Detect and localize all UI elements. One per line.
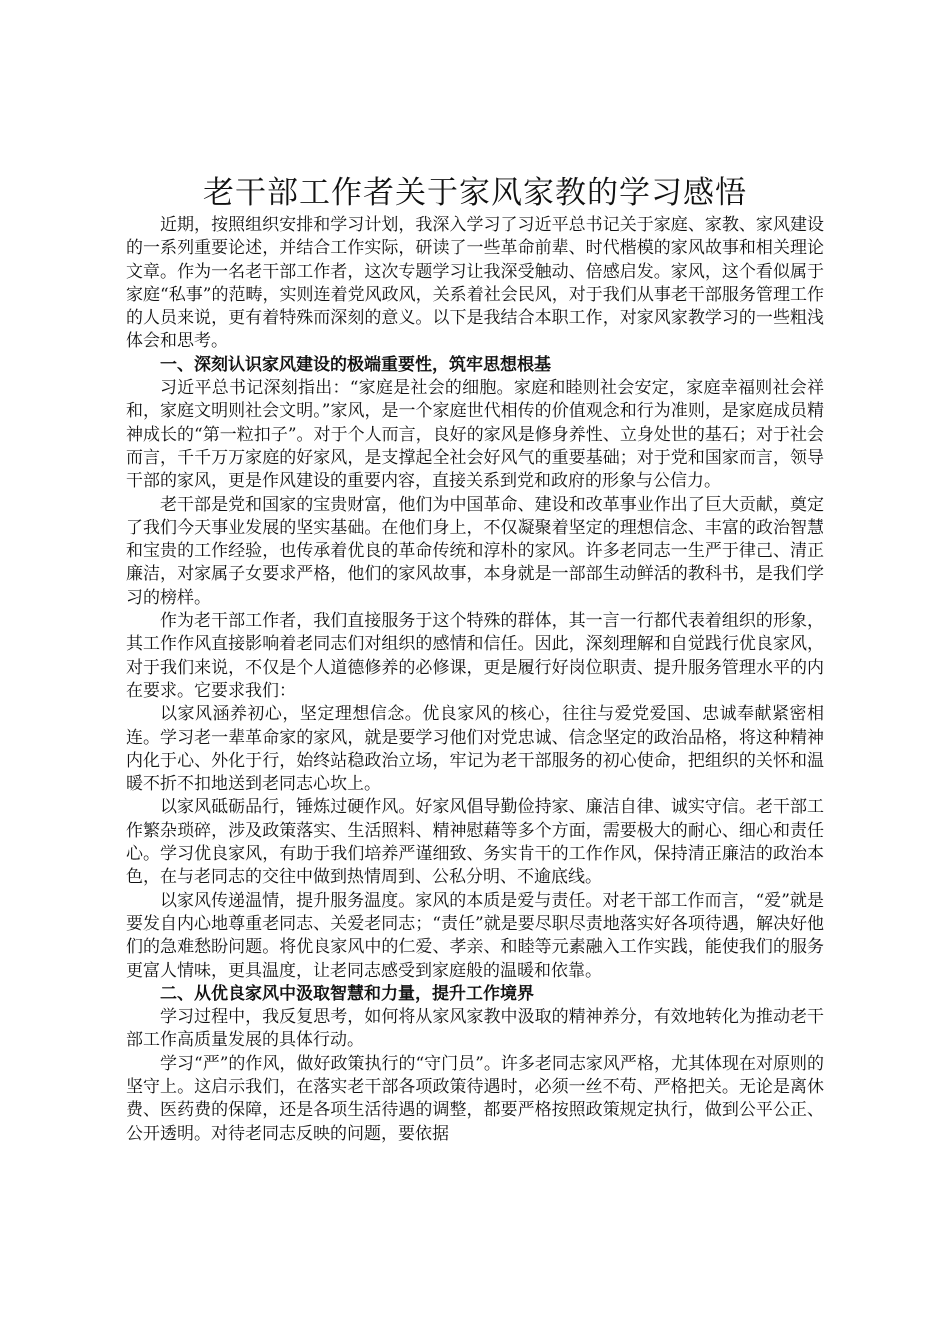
paragraph: 老干部是党和国家的宝贵财富，他们为中国革命、建设和改革事业作出了巨大贡献，奠定了我们今天事业发展的坚实基础。在他们身上，不仅凝聚着坚定的理想信念、丰富的政治智慧和宝贵的工作经验，也传承着优良的革命传统和淳朴的家风。许多老同志一生严于律己、清正廉洁，对家属子女要求严格，他们的家风故事，本身就是一部部生动鲜活的教科书，是我们学习的榜样。 xyxy=(126,494,824,608)
paragraph: 作为老干部工作者，我们直接服务于这个特殊的群体，其一言一行都代表着组织的形象，其工作作风直接影响着老同志们对组织的感情和信任。因此，深刻理解和自觉践行优良家风，对于我们来说，不仅是个人道德修养的必修课，更是履行好岗位职责、提升服务管理水平的内在要求。它要求我们： xyxy=(126,611,824,701)
paragraph: 学习过程中，我反复思考，如何将从家风家教中汲取的精神养分，有效地转化为推动老干部工作高质量发展的具体行动。 xyxy=(126,1007,824,1051)
section-heading-1: 一、深刻认识家风建设的极端重要性，筑牢思想根基 xyxy=(160,354,551,375)
paragraph: 学习“严”的作风，做好政策执行的“守门员”。许多老同志家风严格，尤其体现在对原则的坚守上。这启示我们，在落实老干部各项政策待遇时，必须一丝不苟、严格把关。无论是离休费、医药费的保障，还是各项生活待遇的调整，都要严格按照政策规定执行，做到公平公正、公开透明。对待老同志反映的问题，要依据 xyxy=(126,1053,824,1144)
section-heading-2: 二、从优良家风中汲取智慧和力量，提升工作境界 xyxy=(160,983,534,1004)
paragraph: 以家风传递温情，提升服务温度。家风的本质是爱与责任。对老干部工作而言，“爱”就是要发自内心地尊重老同志、关爱老同志；“责任”就是要尽职尽责地落实好各项待遇，解决好他们的急难愁盼问题。将优良家风中的仁爱、孝亲、和睦等元素融入工作实践，能使我们的服务更富人情味，更具温度，让老同志感受到家庭般的温暖和依靠。 xyxy=(126,890,824,981)
document-page xyxy=(126,172,824,1146)
paragraph: 以家风涵养初心，坚定理想信念。优良家风的核心，往往与爱党爱国、忠诚奉献紧密相连。学习老一辈革命家的家风，就是要学习他们对党忠诚、信念坚定的政治品格，将这种精神内化于心、外化于行，始终站稳政治立场，牢记为老干部服务的初心使命，把组织的关怀和温暖不折不扣地送到老同志心坎上。 xyxy=(126,704,824,795)
document-title: 老干部工作者关于家风家教的学习感悟 xyxy=(203,175,747,211)
paragraph-intro: 近期，按照组织安排和学习计划，我深入学习了习近平总书记关于家庭、家教、家风建设的一系列重要论述，并结合工作实际，研读了一些革命前辈、时代楷模的家风故事和相关理论文章。作为一名老干部工作者，这次专题学习让我深受触动、倍感启发。家风，这个看似属于家庭“私事”的范畴，实则连着党风政风，关系着社会民风，对于我们从事老干部服务管理工作的人员来说，更有着特殊而深刻的意义。以下是我结合本职工作，对家风家教学习的一些粗浅体会和思考。 xyxy=(126,215,824,352)
paragraph: 以家风砥砺品行，锤炼过硬作风。好家风倡导勤俭持家、廉洁自律、诚实守信。老干部工作繁杂琐碎，涉及政策落实、生活照料、精神慰藉等多个方面，需要极大的耐心、细心和责任心。学习优良家风，有助于我们培养严谨细致、务实肯干的工作作风，保持清正廉洁的政治本色，在与老同志的交往中做到热情周到、公私分明、不逾底线。 xyxy=(126,797,824,888)
paragraph: 习近平总书记深刻指出：“家庭是社会的细胞。家庭和睦则社会安定，家庭幸福则社会祥和，家庭文明则社会文明。”家风，是一个家庭世代相传的价值观念和行为准则，是家庭成员精神成长的“第一粒扣子”。对于个人而言，良好的家风是修身养性、立身处世的基石；对于社会而言，千千万万家庭的好家风，是支撑起全社会好风气的重要基础；对于党和国家而言，领导干部的家风，更是作风建设的重要内容，直接关系到党和政府的形象与公信力。 xyxy=(126,378,824,492)
